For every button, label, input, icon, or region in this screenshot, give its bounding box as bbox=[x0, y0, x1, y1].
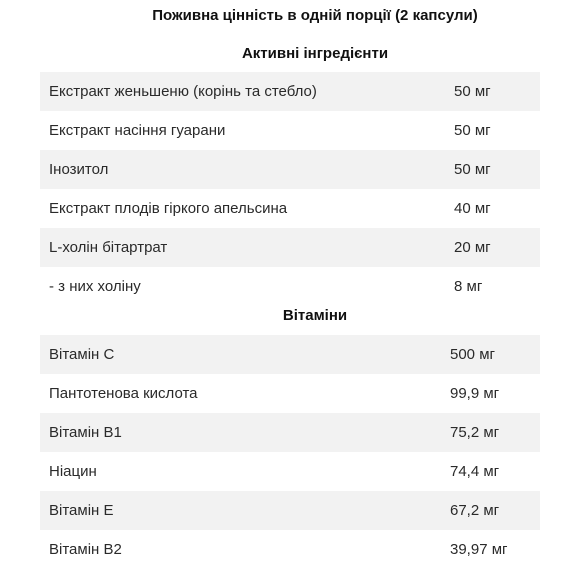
vitamin-name: Пантотенова кислота bbox=[49, 385, 198, 402]
active-ingredients-table bbox=[40, 72, 540, 306]
table-row bbox=[40, 374, 540, 413]
table-row bbox=[40, 72, 540, 111]
vitamin-amount: 75,2 мг bbox=[450, 424, 500, 441]
table-row bbox=[40, 150, 540, 189]
vitamin-amount: 39,97 мг bbox=[450, 541, 508, 558]
table-row bbox=[40, 530, 540, 569]
ingredient-amount: 50 мг bbox=[454, 161, 491, 178]
table-row bbox=[40, 491, 540, 530]
table-row bbox=[40, 452, 540, 491]
vitamins-table bbox=[40, 335, 540, 569]
section-title-vitamins: Вітаміни bbox=[282, 307, 348, 324]
vitamin-amount: 99,9 мг bbox=[450, 385, 500, 402]
ingredient-name: - з них холіну bbox=[49, 278, 141, 295]
ingredient-name: Екстракт плодів гіркого апельсина bbox=[49, 200, 288, 217]
vitamin-name: Вітамін В1 bbox=[49, 424, 122, 441]
table-row bbox=[40, 413, 540, 452]
page-title: Поживна цінність в одній порції (2 капсули) bbox=[152, 7, 478, 24]
ingredient-name: L-холін бітартрат bbox=[49, 239, 168, 256]
table-row bbox=[40, 267, 540, 306]
vitamin-amount: 500 мг bbox=[450, 346, 495, 363]
vitamin-name: Вітамін В2 bbox=[49, 541, 122, 558]
ingredient-amount: 20 мг bbox=[454, 239, 491, 256]
vitamin-amount: 67,2 мг bbox=[450, 502, 500, 519]
ingredient-amount: 50 мг bbox=[454, 83, 491, 100]
vitamin-name: Вітамін С bbox=[49, 346, 115, 363]
table-row bbox=[40, 335, 540, 374]
ingredient-name: Екстракт женьшеню (корінь та стебло) bbox=[49, 83, 317, 100]
table-row bbox=[40, 189, 540, 228]
ingredient-amount: 50 мг bbox=[454, 122, 491, 139]
vitamin-name: Ніацин bbox=[49, 463, 97, 480]
ingredient-name: Екстракт насіння гуарани bbox=[49, 122, 226, 139]
section-title-active-ingredients: Активні інгредієнти bbox=[241, 45, 389, 62]
ingredient-amount: 8 мг bbox=[454, 278, 483, 295]
table-row bbox=[40, 111, 540, 150]
vitamin-name: Вітамін Е bbox=[49, 502, 114, 519]
ingredient-name: Інозитол bbox=[49, 161, 109, 178]
table-row bbox=[40, 228, 540, 267]
ingredient-amount: 40 мг bbox=[454, 200, 491, 217]
vitamin-amount: 74,4 мг bbox=[450, 463, 500, 480]
